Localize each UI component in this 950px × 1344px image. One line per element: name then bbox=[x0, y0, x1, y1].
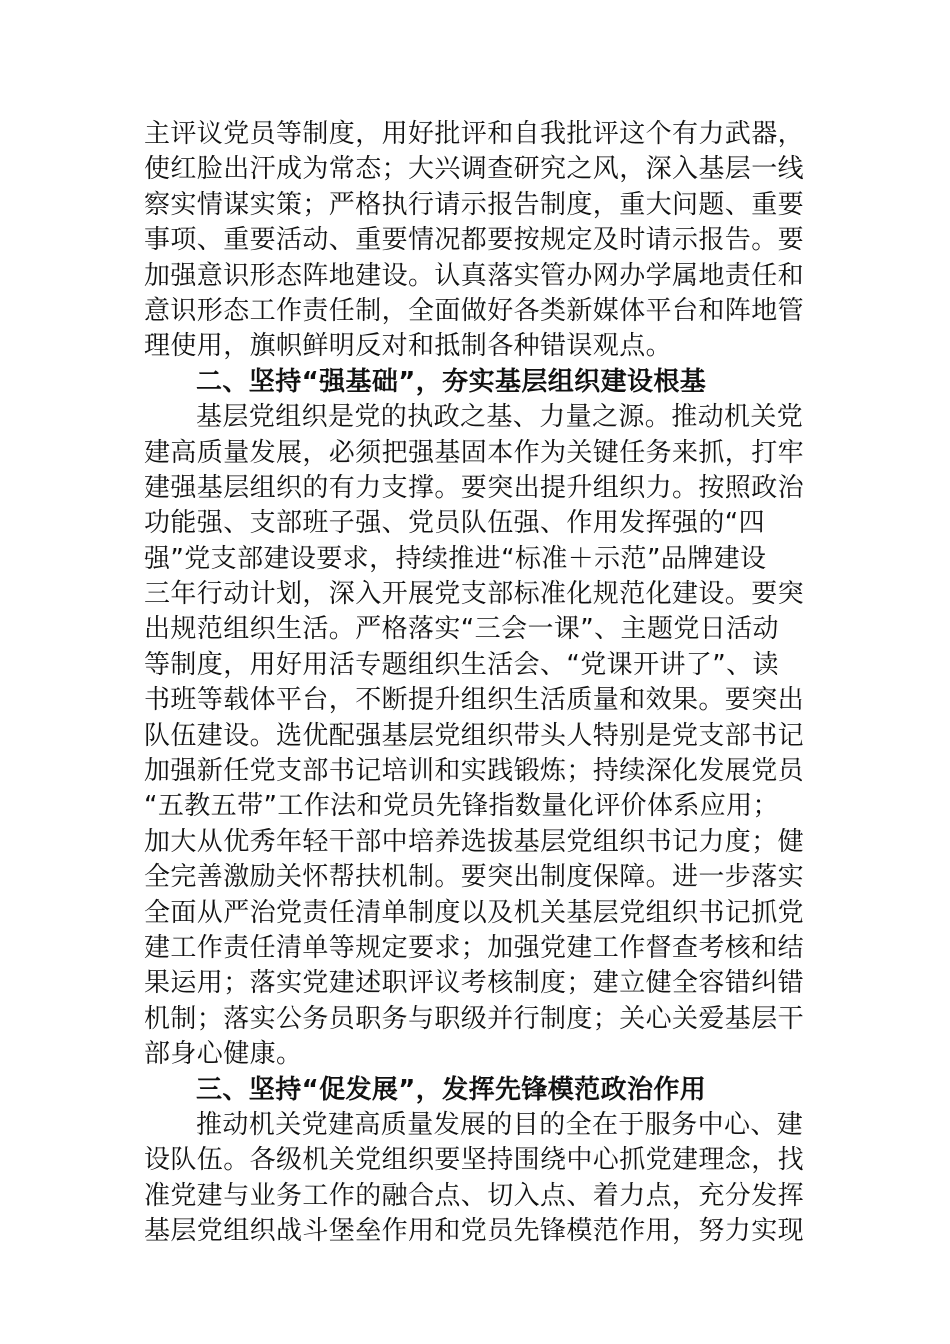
paragraph-1 bbox=[144, 117, 810, 365]
paragraph-2 bbox=[144, 400, 810, 1072]
text-line: 全完善激励关怀帮扶机制。要突出制度保障。进一步落实 bbox=[144, 862, 805, 893]
text-line: 基层党组织战斗堡垒作用和党员先锋模范作用，努力实现 bbox=[144, 1216, 805, 1247]
text-line: 等制度，用好用活专题组织生活会、“党课开讲了”、读 bbox=[144, 649, 779, 680]
text-line: 全面从严治党责任清单制度以及机关基层党组织书记抓党 bbox=[144, 897, 805, 928]
text-line: 加强意识形态阵地建设。认真落实管办网办学属地责任和 bbox=[144, 260, 805, 291]
text-line: 事项、重要活动、重要情况都要按规定及时请示报告。要 bbox=[144, 225, 805, 256]
text-line: 建强基层组织的有力支撑。要突出提升组织力。按照政治 bbox=[144, 472, 805, 503]
text-line: 使红脸出汗成为常态；大兴调查研究之风，深入基层一线 bbox=[144, 154, 805, 185]
section-heading-2: 二、坚持“强基础”，夯实基层组织建设根基 bbox=[196, 366, 707, 397]
text-line: 强”党支部建设要求，持续推进“标准＋示范”品牌建设 bbox=[144, 543, 767, 574]
text-line: 三年行动计划，深入开展党支部标准化规范化建设。要突 bbox=[144, 579, 805, 610]
text-line: 设队伍。各级机关党组织要坚持围绕中心抓党建理念，找 bbox=[144, 1145, 805, 1176]
text-line: 准党建与业务工作的融合点、切入点、着力点，充分发挥 bbox=[144, 1180, 805, 1211]
text-line: 书班等载体平台，不断提升组织生活质量和效果。要突出 bbox=[144, 685, 805, 716]
text-line: 加大从优秀年轻干部中培养选拔基层党组织书记力度；健 bbox=[144, 826, 805, 857]
text-line: 推动机关党建高质量发展的目的全在于服务中心、建 bbox=[196, 1109, 804, 1140]
text-line: 队伍建设。选优配强基层党组织带头人特别是党支部书记 bbox=[144, 720, 805, 751]
text-line: 部身心健康。 bbox=[144, 1039, 303, 1070]
text-line: 基层党组织是党的执政之基、力量之源。推动机关党 bbox=[196, 402, 804, 433]
section-heading-3: 三、坚持“促发展”，发挥先锋模范政治作用 bbox=[196, 1074, 707, 1105]
text-line: 出规范组织生活。严格落实“三会一课”、主题党日活动 bbox=[144, 614, 779, 645]
text-line: “五教五带”工作法和党员先锋指数量化评价体系应用； bbox=[144, 791, 779, 822]
text-line: 理使用，旗帜鲜明反对和抵制各种错误观点。 bbox=[144, 331, 673, 362]
text-line: 意识形态工作责任制，全面做好各类新媒体平台和阵地管 bbox=[144, 295, 805, 326]
text-line: 功能强、支部班子强、党员队伍强、作用发挥强的“四 bbox=[144, 508, 766, 539]
text-line: 机制；落实公务员职务与职级并行制度；关心关爱基层干 bbox=[144, 1003, 805, 1034]
document-body bbox=[144, 117, 810, 1250]
text-line: 主评议党员等制度，用好批评和自我批评这个有力武器， bbox=[144, 119, 805, 149]
text-line: 察实情谋实策；严格执行请示报告制度，重大问题、重要 bbox=[144, 189, 805, 220]
text-line: 果运用；落实党建述职评议考核制度；建立健全容错纠错 bbox=[144, 968, 805, 999]
text-line: 建工作责任清单等规定要求；加强党建工作督查考核和结 bbox=[144, 932, 805, 963]
text-line: 建高质量发展，必须把强基固本作为关键任务来抓，打牢 bbox=[144, 437, 805, 468]
paragraph-3 bbox=[144, 1108, 810, 1250]
text-line: 加强新任党支部书记培训和实践锻炼；持续深化发展党员 bbox=[144, 756, 805, 787]
